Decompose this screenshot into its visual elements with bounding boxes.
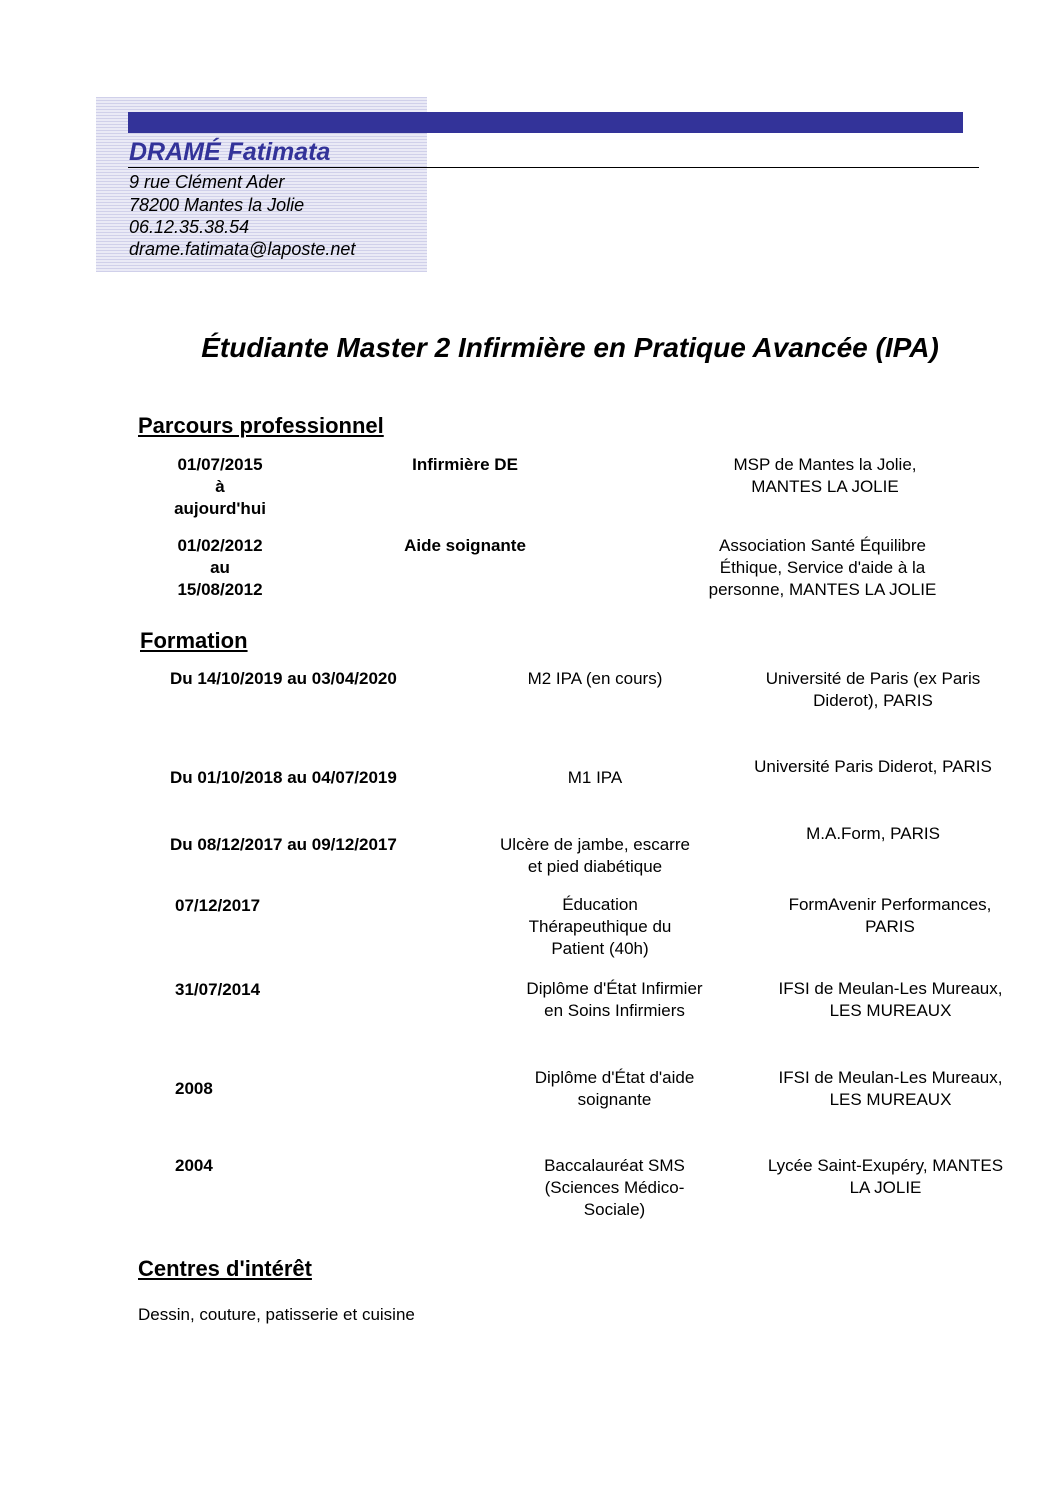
degree-line: soignante <box>577 1090 652 1109</box>
degree-line: Diplôme d'État d'aide <box>534 1068 695 1087</box>
experience-place <box>675 535 970 601</box>
experience-date <box>150 535 290 601</box>
school-line: PARIS <box>865 917 915 936</box>
education-school <box>728 823 1018 845</box>
experience-place <box>680 454 970 498</box>
education-date: Du 14/10/2019 au 03/04/2020 <box>170 669 397 688</box>
experience-date <box>150 454 290 520</box>
education-school <box>748 978 1033 1022</box>
address-line-2: 78200 Mantes la Jolie <box>129 195 305 215</box>
education-school <box>748 1067 1033 1111</box>
education-date: Du 01/10/2018 au 04/07/2019 <box>170 768 397 787</box>
phone-number: 06.12.35.38.54 <box>129 217 250 237</box>
education-degree <box>485 834 705 878</box>
school-line: Diderot), PARIS <box>813 691 933 710</box>
education-degree <box>485 894 715 960</box>
candidate-name: DRAMÉ Fatimata <box>129 138 331 166</box>
education-degree <box>497 978 732 1022</box>
degree-line: Sociale) <box>583 1200 646 1219</box>
experience-role: Aide soignante <box>404 536 526 555</box>
date-line: 01/07/2015 <box>177 455 263 474</box>
education-date: Du 08/12/2017 au 09/12/2017 <box>170 835 397 854</box>
school-line: LES MUREAUX <box>829 1090 952 1109</box>
degree-line: M2 IPA (en cours) <box>527 669 663 688</box>
school-line: IFSI de Meulan-Les Mureaux, <box>778 1068 1003 1087</box>
school-line: M.A.Form, PARIS <box>806 824 940 843</box>
school-line: LA JOLIE <box>849 1178 922 1197</box>
date-line: au <box>210 558 230 577</box>
place-line: Éthique, Service d'aide à la <box>719 558 926 577</box>
degree-line: Diplôme d'État Infirmier <box>526 979 703 998</box>
education-date: 2004 <box>175 1156 213 1175</box>
section-heading-education: Formation <box>140 628 248 653</box>
date-line: 01/02/2012 <box>177 536 263 555</box>
education-school <box>728 668 1018 712</box>
place-line: personne, MANTES LA JOLIE <box>708 580 937 599</box>
interests-text: Dessin, couture, patisserie et cuisine <box>138 1305 415 1324</box>
education-degree <box>485 767 705 789</box>
degree-line: Patient (40h) <box>551 939 649 958</box>
education-degree <box>497 1155 732 1221</box>
date-line: 15/08/2012 <box>177 580 263 599</box>
school-line: Université de Paris (ex Paris <box>765 669 981 688</box>
header-divider <box>128 167 979 168</box>
degree-line: (Sciences Médico- <box>544 1178 685 1197</box>
page-title: Étudiante Master 2 Infirmière en Pratique Avancée (IPA) <box>201 332 939 363</box>
place-line: MANTES LA JOLIE <box>751 477 899 496</box>
place-line: Association Santé Équilibre <box>719 536 926 555</box>
school-line: Lycée Saint-Exupéry, MANTES <box>767 1156 1004 1175</box>
section-heading-interests: Centres d'intérêt <box>138 1256 312 1281</box>
degree-line: et pied diabétique <box>527 857 663 876</box>
date-line: à <box>215 477 225 496</box>
education-date: 31/07/2014 <box>175 980 261 999</box>
header-accent-bar <box>128 112 963 133</box>
degree-line: Ulcère de jambe, escarre <box>500 835 690 854</box>
education-school <box>745 894 1035 938</box>
school-line: LES MUREAUX <box>829 1001 952 1020</box>
school-line: Université Paris Diderot, PARIS <box>754 757 992 776</box>
school-line: FormAvenir Performances, <box>788 895 992 914</box>
address-line-1: 9 rue Clément Ader <box>129 172 285 192</box>
place-line: MSP de Mantes la Jolie, <box>733 455 917 474</box>
degree-line: Baccalauréat SMS <box>544 1156 685 1175</box>
education-school <box>728 756 1018 778</box>
degree-line: Thérapeuthique du <box>528 917 672 936</box>
education-degree <box>497 1067 732 1111</box>
education-date: 07/12/2017 <box>175 896 261 915</box>
education-degree <box>485 668 705 690</box>
degree-line: Éducation <box>562 895 638 914</box>
experience-role: Infirmière DE <box>412 455 518 474</box>
education-date: 2008 <box>175 1079 213 1098</box>
email-address: drame.fatimata@laposte.net <box>129 239 356 259</box>
school-line: IFSI de Meulan-Les Mureaux, <box>778 979 1003 998</box>
degree-line: M1 IPA <box>567 768 623 787</box>
degree-line: en Soins Infirmiers <box>544 1001 685 1020</box>
date-line: aujourd'hui <box>174 499 266 518</box>
education-school <box>733 1155 1038 1199</box>
section-heading-experience: Parcours professionnel <box>138 413 384 438</box>
